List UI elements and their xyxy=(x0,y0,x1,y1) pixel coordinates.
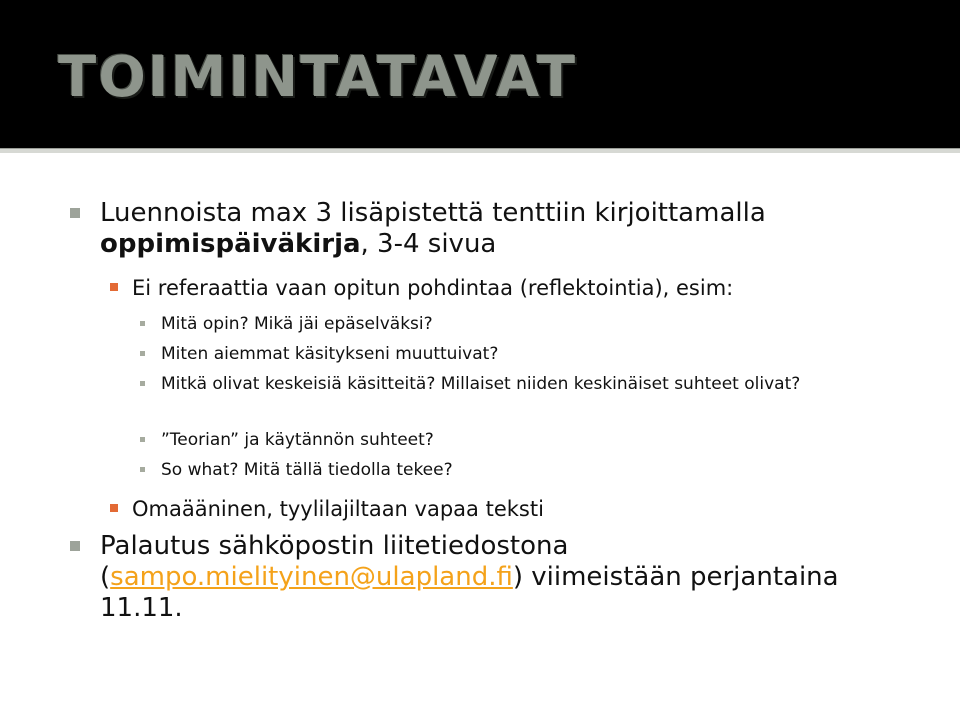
square-bullet-icon xyxy=(70,541,80,551)
sub-sub-bullet xyxy=(140,459,885,481)
sub-sub-bullet-text: Mitkä olivat keskeisiä käsitteitä? Millaiset niiden keskinäiset suhteet olivat? xyxy=(161,374,801,394)
sub-sub-bullet-text: Mitä opin? Mikä jäi epäselväksi? xyxy=(161,314,433,334)
square-bullet-icon xyxy=(140,381,145,386)
square-bullet-icon xyxy=(140,467,145,472)
bullet-lecture-points xyxy=(70,198,890,260)
slide-body xyxy=(0,153,960,720)
sub-sub-bullet xyxy=(140,343,885,365)
sub-bullet-text: Omaääninen, tyylilajiltaan vapaa teksti xyxy=(132,497,544,521)
bullet-text xyxy=(100,198,890,260)
title-band xyxy=(0,0,960,148)
square-bullet-icon xyxy=(110,504,118,512)
square-bullet-icon xyxy=(110,283,118,291)
sub-sub-bullet xyxy=(140,313,885,335)
sub-sub-bullet-text: So what? Mitä tällä tiedolla tekee? xyxy=(161,460,453,480)
sub-sub-bullet-text: Miten aiemmat käsitykseni muuttuivat? xyxy=(161,344,499,364)
bullet-submission xyxy=(70,531,890,624)
bullet-text xyxy=(100,531,890,624)
bullet-text-part: , 3-4 sivua xyxy=(360,229,497,259)
sub-sub-bullet-text: ”Teorian” ja käytännön suhteet? xyxy=(161,430,434,450)
sub-sub-bullet xyxy=(140,373,885,395)
square-bullet-icon xyxy=(70,208,80,218)
bullet-text-part: Luennoista max 3 lisäpistettä tenttiin kirjoittamalla xyxy=(100,198,766,228)
square-bullet-icon xyxy=(140,351,145,356)
bullet-text-part: Palautus sähköpostin liitetiedostona ( xyxy=(100,531,569,592)
sub-bullet-text: Ei referaattia vaan opitun pohdintaa (reflektointia), esim: xyxy=(132,276,734,300)
sub-sub-bullet xyxy=(140,429,885,451)
square-bullet-icon xyxy=(140,321,145,326)
slide-title: TOIMINTATAVAT xyxy=(58,45,578,110)
square-bullet-icon xyxy=(140,437,145,442)
bullet-bold-term: oppimispäiväkirja xyxy=(100,229,361,259)
sub-bullet-reflection xyxy=(110,275,900,301)
sub-bullet-free-text xyxy=(110,496,900,522)
bullet-text-part: ) viimeistään perjantaina 11.11. xyxy=(100,562,839,623)
email-link[interactable]: sampo.mielityinen@ulapland.fi xyxy=(110,562,513,592)
